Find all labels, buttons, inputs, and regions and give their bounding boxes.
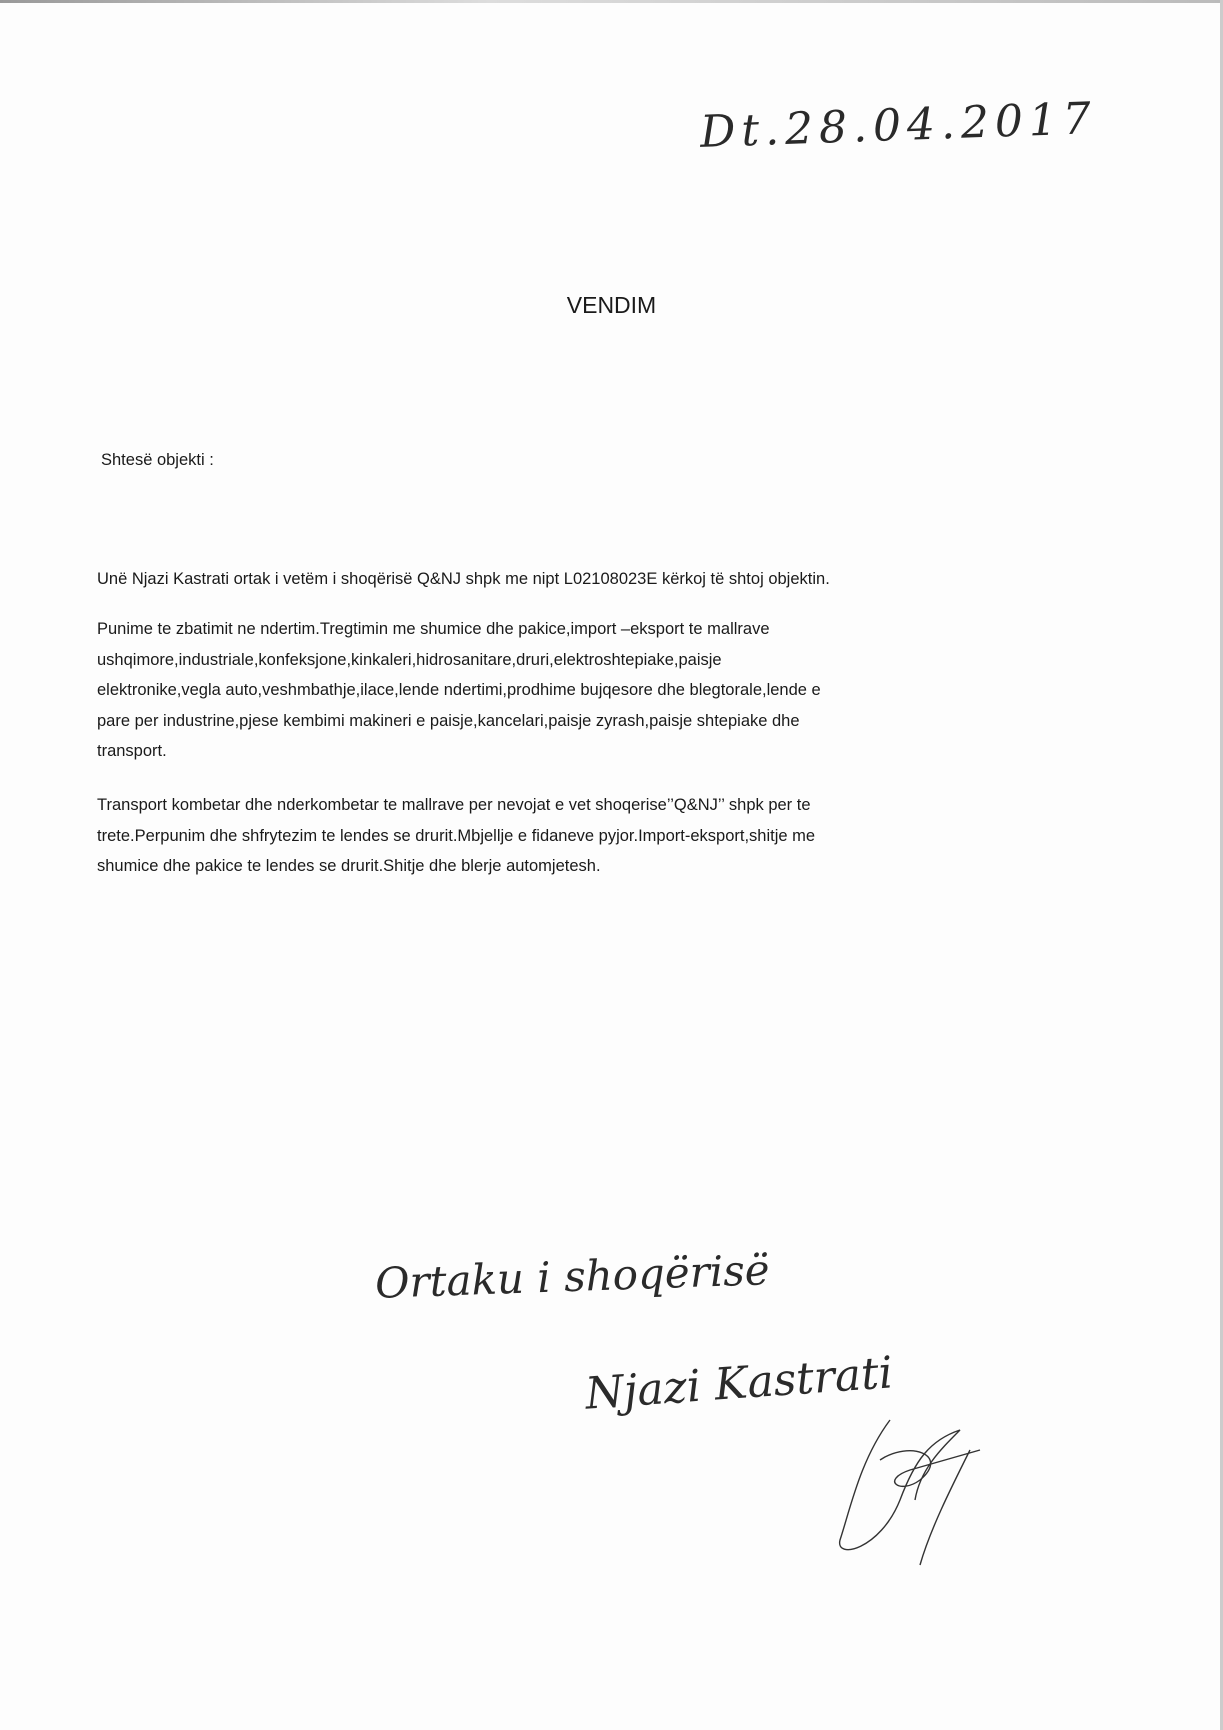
text-line: ushqimore,industriale,konfeksjone,kinkaleri,hidrosanitare,druri,elektroshtepiake,paisje bbox=[97, 650, 722, 669]
text-line: elektronike,vegla auto,veshmbathje,ilace,lende ndertimi,prodhime bujqesore dhe blegtorale,lende e bbox=[97, 681, 821, 699]
text-line: trete.Perpunim dhe shfrytezim te lendes se drurit.Mbjellje e fidaneve pyjor.Import-eksport,shitje me bbox=[97, 826, 816, 845]
signature-role: Ortaku i shoqërisë bbox=[374, 1245, 771, 1308]
text-line: transport. bbox=[97, 742, 167, 760]
text-line: shumice dhe pakice te lendes se drurit.Shitje dhe blerje automjetesh. bbox=[97, 857, 601, 875]
paragraph-activities bbox=[97, 614, 821, 767]
paragraph-statement bbox=[97, 564, 830, 595]
text-line: pare per industrine,pjese kembimi makineri e paisje,kancelari,paisje zyrash,paisje shtepiake dhe bbox=[97, 711, 800, 730]
signature-scrawl bbox=[820, 1400, 1000, 1570]
handwritten-date: Dt.28.04.2017 bbox=[699, 93, 1098, 158]
signature-name: Njazi Kastrati bbox=[583, 1347, 895, 1420]
document-title: VENDIM bbox=[566, 292, 657, 318]
text-line: Punime te zbatimit ne ndertim.Tregtimin me shumice dhe pakice,import –eksport te mallrave bbox=[97, 620, 770, 638]
text-line: Unë Njazi Kastrati ortak i vetëm i shoqërisë Q&NJ shpk me nipt L02108023E kërkoj të shtoj objektin. bbox=[97, 570, 830, 588]
scan-edge bbox=[0, 0, 1223, 3]
text-line: Transport kombetar dhe nderkombetar te mallrave per nevojat e vet shoqerise’’Q&NJ’’ shpk per te bbox=[97, 796, 811, 814]
paragraph-transport bbox=[97, 790, 815, 882]
subject-label: Shtesë objekti : bbox=[101, 451, 214, 469]
